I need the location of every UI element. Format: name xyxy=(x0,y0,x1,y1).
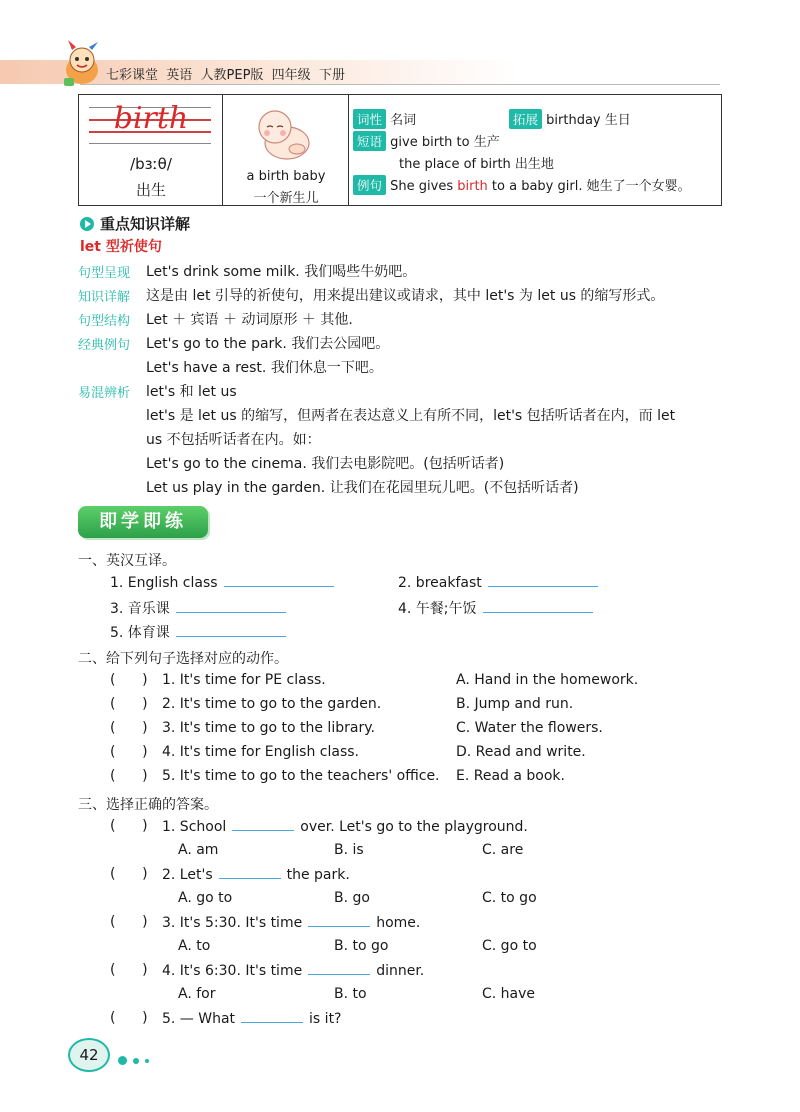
option-a: A. for xyxy=(178,986,216,1002)
example-text-2: Let's have a rest. 我们休息一下吧。 xyxy=(146,360,383,376)
practice-banner: 即学即练 xyxy=(78,506,208,538)
item-label: 4. 午餐;午饭 xyxy=(398,601,477,617)
option-b: B. is xyxy=(334,842,364,858)
label-pattern: 句型呈现 xyxy=(78,266,131,281)
option-a: A. go to xyxy=(178,890,233,906)
option-c: C. to go xyxy=(482,890,537,906)
question-pre: 5. — What xyxy=(162,1011,236,1027)
option-b: B. to xyxy=(334,986,367,1002)
decor-dot xyxy=(133,1058,139,1064)
label-compare: 易混辨析 xyxy=(78,386,131,401)
vocab-word-cell xyxy=(79,95,223,205)
answer-blank[interactable] xyxy=(308,962,370,975)
decor-dot xyxy=(145,1059,149,1063)
option-c: C. have xyxy=(482,986,536,1002)
question-post: over. Let's go to the playground. xyxy=(300,819,528,835)
part1-item-5 xyxy=(110,622,286,642)
vocab-phonetic: /bɜːθ/ xyxy=(130,155,172,173)
answer-blank[interactable] xyxy=(219,866,281,879)
part3-question-4 xyxy=(162,962,424,979)
item-label: 1. English class xyxy=(110,575,218,591)
ruled-line xyxy=(89,143,211,144)
pos-row xyxy=(353,109,416,129)
section-subtitle: let 型祈使句 xyxy=(80,239,162,255)
answer-blank[interactable] xyxy=(224,574,334,587)
question-pre: 4. It's 6:30. It's time xyxy=(162,963,303,979)
part2-option-c: C. Water the flowers. xyxy=(456,720,603,736)
example-text-1: Let's go to the park. 我们去公园吧。 xyxy=(146,336,390,352)
part2-question-4: 4. It's time for English class. xyxy=(162,744,360,760)
answer-blank[interactable] xyxy=(232,818,294,831)
answer-paren[interactable]: ( ) xyxy=(110,1010,148,1026)
answer-blank[interactable] xyxy=(483,600,593,613)
image-caption-en: a birth baby xyxy=(246,169,326,184)
answer-paren[interactable]: ( ) xyxy=(110,696,148,712)
example-pre: She gives xyxy=(390,179,458,194)
example-row xyxy=(353,175,691,195)
part2-option-d: D. Read and write. xyxy=(456,744,586,760)
vocab-image-cell xyxy=(223,95,349,205)
question-post: is it? xyxy=(309,1011,342,1027)
explain-text: 这是由 let 引导的祈使句，用来提出建议或请求，其中 let's 为 let us 的缩写形式。 xyxy=(146,288,665,304)
option-c: C. are xyxy=(482,842,524,858)
part2-question-3: 3. It's time to go to the library. xyxy=(162,720,375,736)
question-pre: 2. Let's xyxy=(162,867,213,883)
play-bullet-icon xyxy=(80,217,94,231)
answer-paren[interactable]: ( ) xyxy=(110,768,148,784)
part1-title: 一、英汉互译。 xyxy=(78,553,176,569)
option-c: C. go to xyxy=(482,938,537,954)
answer-blank[interactable] xyxy=(308,914,370,927)
answer-paren[interactable]: ( ) xyxy=(110,914,148,930)
part3-question-1 xyxy=(162,818,528,835)
label-explain: 知识详解 xyxy=(78,290,131,305)
tag-extend: 拓展 xyxy=(509,109,542,129)
part1-item-2 xyxy=(398,574,598,591)
example-post: to a baby girl. 她生了一个女婴。 xyxy=(487,179,691,194)
answer-blank[interactable] xyxy=(176,624,286,637)
option-a: A. am xyxy=(178,842,219,858)
answer-paren[interactable]: ( ) xyxy=(110,866,148,882)
part1-item-3 xyxy=(110,598,286,618)
item-label: 2. breakfast xyxy=(398,575,482,591)
part2-question-1: 1. It's time for PE class. xyxy=(162,672,326,688)
compare-line-2: us 不包括听话者在内。如： xyxy=(146,432,321,448)
part3-title: 三、选择正确的答案。 xyxy=(78,797,218,813)
section-title: 重点知识详解 xyxy=(100,215,191,233)
compare-line-1: let's 是 let us 的缩写，但两者在表达意义上有所不同，let's 包括听话者在内，而 let xyxy=(146,408,676,424)
compare-line-4: Let us play in the garden. 让我们在花园里玩儿吧。(不包括听话者) xyxy=(146,480,579,496)
question-post: home. xyxy=(376,915,421,931)
answer-blank[interactable] xyxy=(488,574,598,587)
mascot-icon xyxy=(58,38,104,88)
item-label: 5. 体育课 xyxy=(110,625,170,641)
label-structure: 句型结构 xyxy=(78,314,131,329)
tag-phrase: 短语 xyxy=(353,131,386,151)
answer-paren[interactable]: ( ) xyxy=(110,744,148,760)
vocab-card xyxy=(78,94,722,206)
header-rule xyxy=(80,84,720,85)
header-title: 七彩课堂 英语 人教PEP版 四年级 下册 xyxy=(106,68,345,83)
answer-paren[interactable]: ( ) xyxy=(110,672,148,688)
part2-option-e: E. Read a book. xyxy=(456,768,565,784)
example-highlight: birth xyxy=(457,179,488,194)
part2-question-2: 2. It's time to go to the garden. xyxy=(162,696,382,712)
label-examples: 经典例句 xyxy=(78,338,131,353)
vocab-meaning: 出生 xyxy=(135,181,166,199)
answer-blank[interactable] xyxy=(241,1010,303,1023)
part1-item-4 xyxy=(398,598,593,618)
compare-heading: let's 和 let us xyxy=(146,384,237,400)
part2-option-a: A. Hand in the homework. xyxy=(456,672,639,688)
item-label: 3. 音乐课 xyxy=(110,601,170,617)
pattern-text: Let's drink some milk. 我们喝些牛奶吧。 xyxy=(146,264,417,280)
option-a: A. to xyxy=(178,938,211,954)
page-number: 42 xyxy=(68,1038,110,1072)
compare-line-3: Let's go to the cinema. 我们去电影院吧。(包括听话者) xyxy=(146,456,505,472)
part2-question-5: 5. It's time to go to the teachers' office. xyxy=(162,768,440,784)
pos-value: 名词 xyxy=(390,113,417,128)
answer-paren[interactable]: ( ) xyxy=(110,962,148,978)
option-b: B. to go xyxy=(334,938,389,954)
baby-icon xyxy=(251,103,317,163)
part2-option-b: B. Jump and run. xyxy=(456,696,574,712)
vocab-word: birth xyxy=(113,101,189,136)
tag-example: 例句 xyxy=(353,175,386,195)
question-post: the park. xyxy=(286,867,350,883)
tag-pos: 词性 xyxy=(353,109,386,129)
part3-question-2 xyxy=(162,866,350,883)
extend-value: birthday 生日 xyxy=(546,113,631,128)
phrase-row xyxy=(353,131,500,151)
answer-blank[interactable] xyxy=(176,600,286,613)
part3-question-5 xyxy=(162,1010,342,1027)
question-pre: 3. It's 5:30. It's time xyxy=(162,915,303,931)
extend-row xyxy=(509,109,631,129)
question-pre: 1. School xyxy=(162,819,227,835)
part1-item-1 xyxy=(110,574,334,591)
part3-question-3 xyxy=(162,914,420,931)
decor-dot xyxy=(118,1056,127,1065)
option-b: B. go xyxy=(334,890,370,906)
answer-paren[interactable]: ( ) xyxy=(110,720,148,736)
image-caption-cn: 一个新生儿 xyxy=(253,191,319,206)
question-post: dinner. xyxy=(376,963,425,979)
phrase-2: the place of birth 出生地 xyxy=(399,157,554,172)
structure-text: Let ＋ 宾语 ＋ 动词原形 ＋ 其他. xyxy=(146,312,353,328)
vocab-info-cell xyxy=(349,95,721,205)
part2-title: 二、给下列句子选择对应的动作。 xyxy=(78,651,288,667)
answer-paren[interactable]: ( ) xyxy=(110,818,148,834)
phrase-1: give birth to 生产 xyxy=(390,135,500,150)
